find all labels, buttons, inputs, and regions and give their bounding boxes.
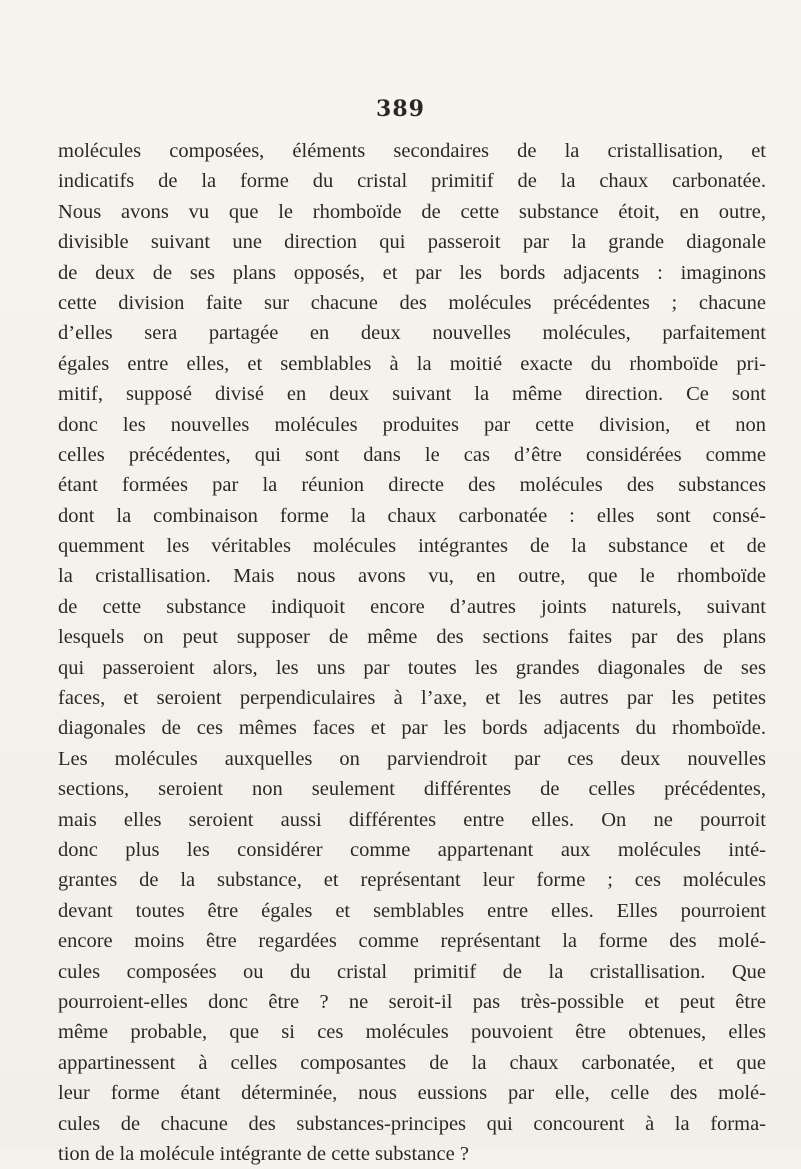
text-line: de deux de ses plans opposés, et par les bords adjacents : imaginons [58, 261, 766, 284]
text-line: dont la combinaison forme la chaux carbonatée : elles sont consé- [58, 504, 766, 527]
text-line: quemment les véritables molécules intégrantes de la substance et de [58, 535, 766, 558]
text-line: qui passeroient alors, les uns par toutes les grandes diagonales de ses [58, 656, 766, 679]
text-line: leur forme étant déterminée, nous eussions par elle, celle des molé- [58, 1082, 766, 1105]
text-line: étant formées par la réunion directe des molécules des substances [58, 474, 766, 497]
text-line: encore moins être regardées comme représentant la forme des molé- [58, 930, 766, 953]
text-line: cules de chacune des substances-principes qui concourent à la forma- [58, 1112, 766, 1135]
body-text [58, 136, 766, 1169]
text-line: donc les nouvelles molécules produites par cette division, et non [58, 413, 766, 436]
text-line: tion de la molécule intégrante de cette substance ? [58, 1142, 469, 1165]
text-line: d’elles sera partagée en deux nouvelles molécules, parfaitement [58, 322, 766, 345]
text-line: pourroient-elles donc être ? ne seroit-il pas très-possible et peut être [58, 990, 766, 1013]
text-line: divisible suivant une direction qui passeroit par la grande diagonale [58, 231, 766, 254]
text-line: devant toutes être égales et semblables entre elles. Elles pourroient [58, 899, 766, 922]
text-line: cules composées ou du cristal primitif de la cristallisation. Que [58, 960, 766, 983]
text-line: donc plus les considérer comme appartenant aux molécules inté- [58, 838, 766, 861]
text-line: cette division faite sur chacune des molécules précédentes ; chacune [58, 291, 766, 314]
text-line: indicatifs de la forme du cristal primitif de la chaux carbonatée. [58, 170, 766, 193]
text-line: lesquels on peut supposer de même des sections faites par des plans [58, 626, 766, 649]
text-line: diagonales de ces mêmes faces et par les bords adjacents du rhomboïde. [58, 717, 766, 740]
text-line: même probable, que si ces molécules pouvoient être obtenues, elles [58, 1021, 766, 1044]
text-line: de cette substance indiquoit encore d’autres joints naturels, suivant [58, 595, 766, 618]
text-line: faces, et seroient perpendiculaires à l’axe, et les autres par les petites [58, 687, 766, 710]
text-line: égales entre elles, et semblables à la moitié exacte du rhomboïde pri- [58, 352, 766, 375]
text-line: mitif, supposé divisé en deux suivant la même direction. Ce sont [58, 383, 766, 406]
text-line: Nous avons vu que le rhomboïde de cette substance étoit, en outre, [58, 200, 766, 223]
text-line: sections, seroient non seulement différentes de celles précédentes, [58, 778, 766, 801]
text-line: celles précédentes, qui sont dans le cas d’être considérées comme [58, 443, 766, 466]
text-line: mais elles seroient aussi différentes entre elles. On ne pourroit [58, 808, 766, 831]
text-line: la cristallisation. Mais nous avons vu, en outre, que le rhomboïde [58, 565, 766, 588]
page-number: 389 [376, 96, 425, 122]
text-line: appartinessent à celles composantes de la chaux carbonatée, et que [58, 1051, 766, 1074]
text-line: Les molécules auxquelles on parviendroit par ces deux nouvelles [58, 747, 766, 770]
text-line: molécules composées, éléments secondaires de la cristallisation, et [58, 140, 766, 162]
text-line: grantes de la substance, et représentant leur forme ; ces molécules [58, 869, 766, 892]
